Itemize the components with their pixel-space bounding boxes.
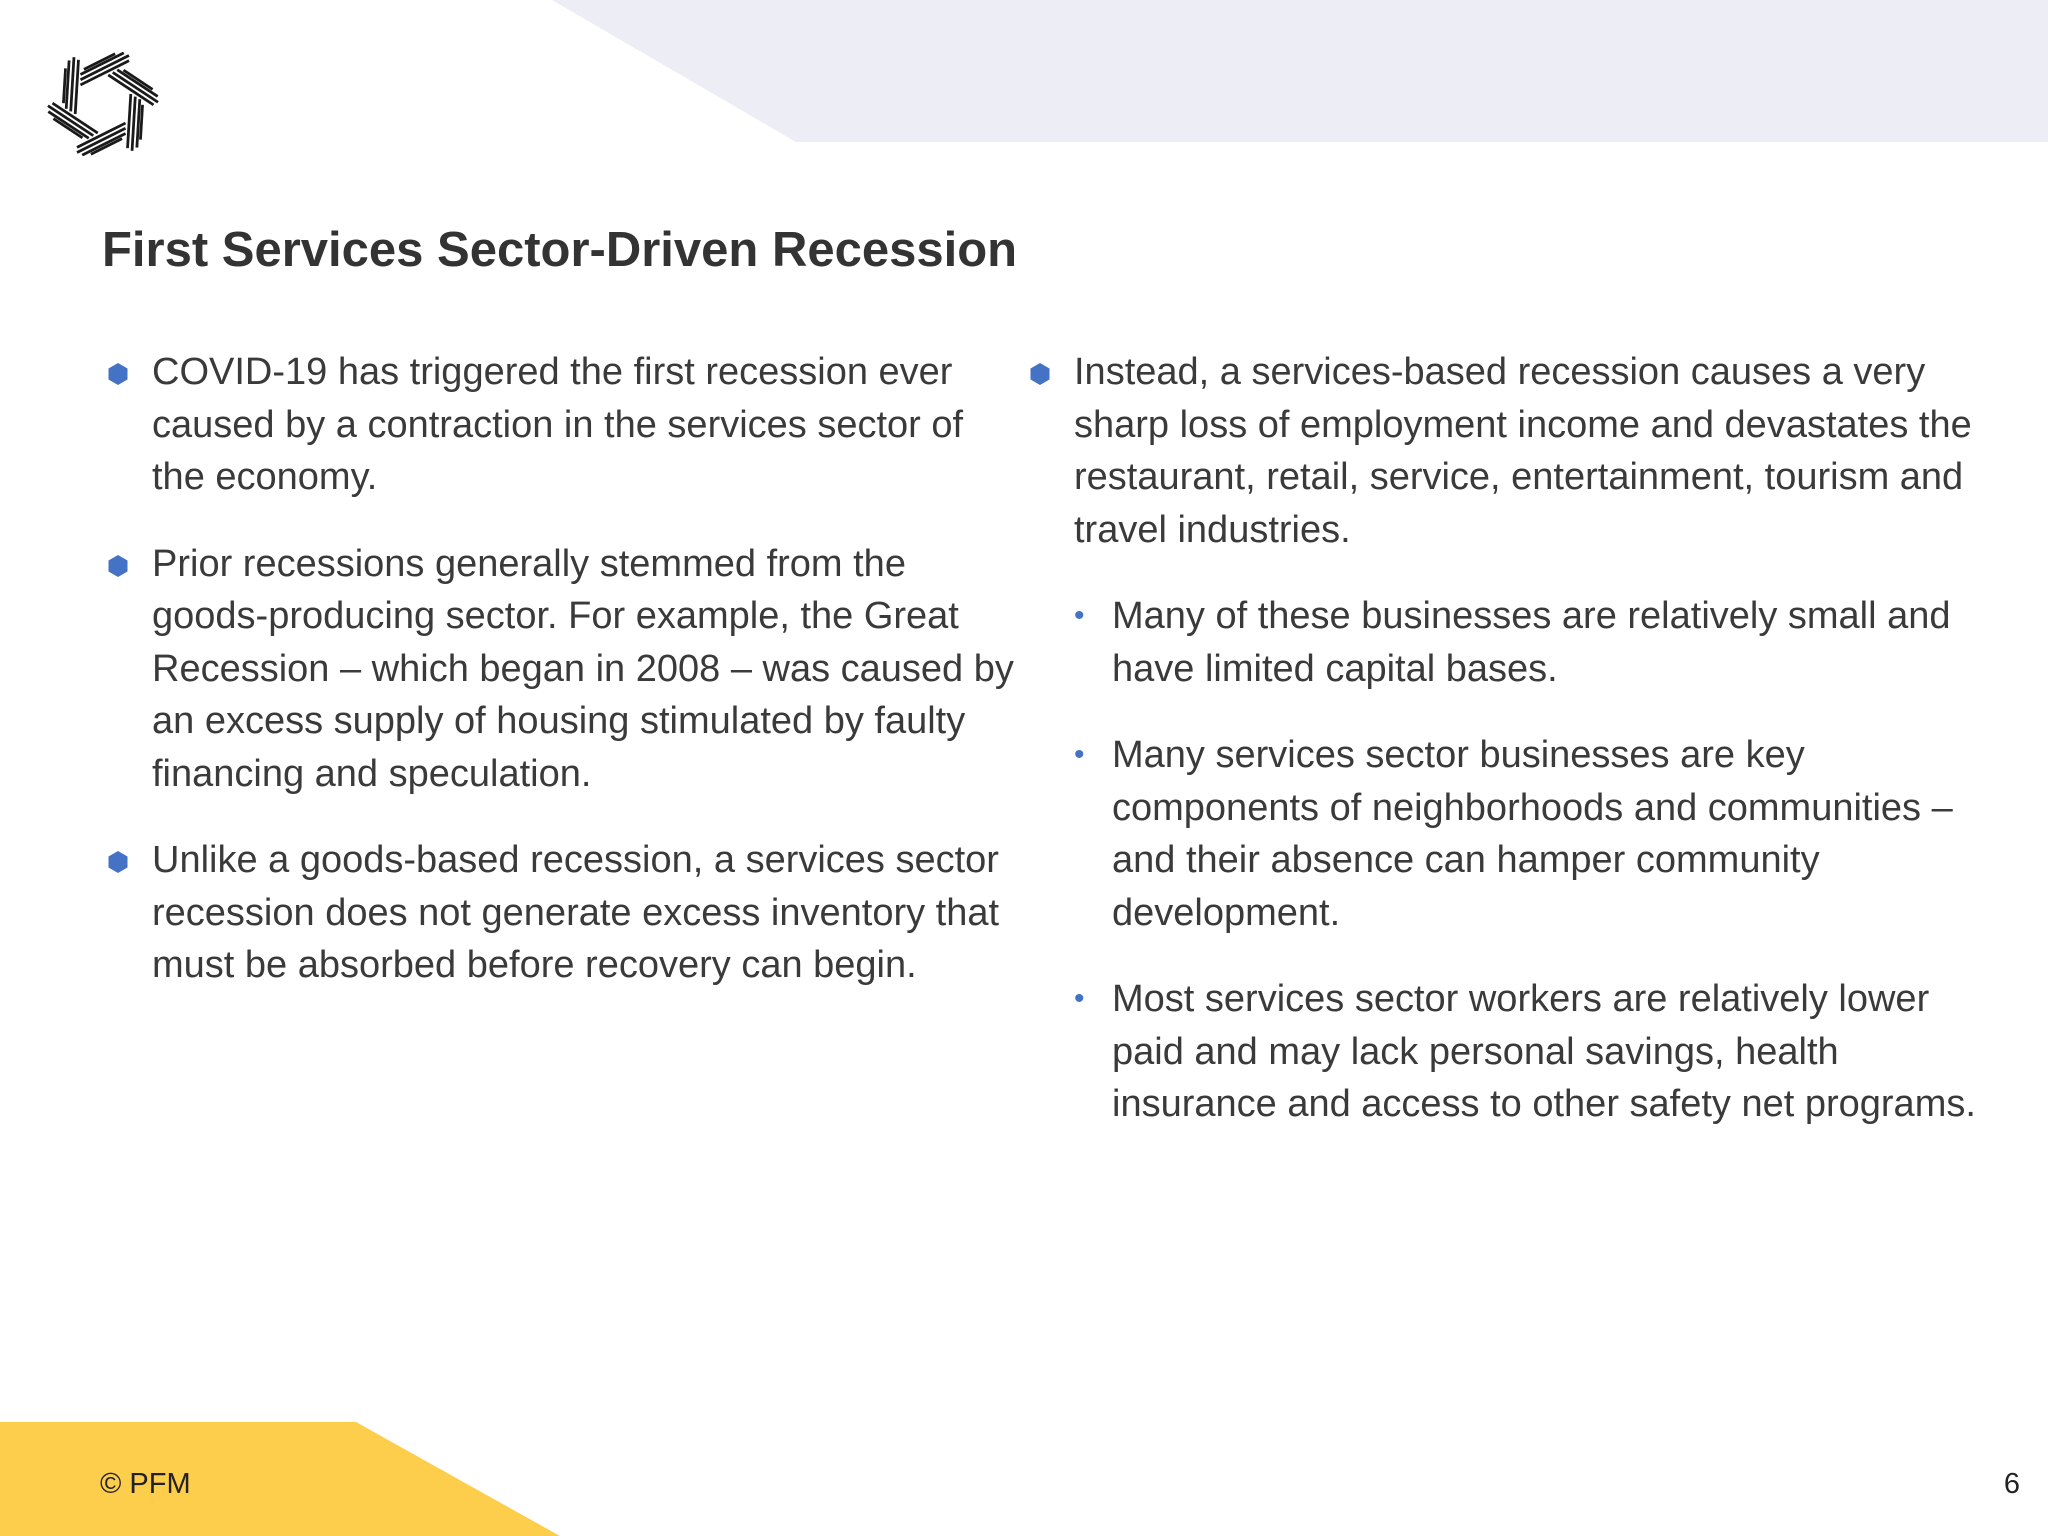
- page-title: First Services Sector-Driven Recession: [102, 223, 1018, 277]
- hexagon-bullet-icon: [106, 362, 130, 386]
- sub-bullet-item: [1024, 973, 1994, 1131]
- bullet-text: Unlike a goods-based recession, a services sector recession does not generate excess inventory that must be absorbed before recovery can begin.: [152, 839, 1000, 986]
- right-column: [1024, 346, 1994, 1165]
- page-number: 6: [2003, 1468, 2020, 1500]
- bullet-text: Prior recessions generally stemmed from the goods-producing sector. For example, the Great Recession – which began in 2008 – was caused by an excess supply of housing stimulated by faulty financing and speculation.: [152, 542, 1014, 795]
- dot-bullet-icon: •: [1074, 599, 1085, 632]
- footer-band: [0, 1422, 560, 1536]
- sub-bullet-item: [1024, 590, 1994, 695]
- sub-bullet-item: [1024, 729, 1994, 939]
- left-column: [102, 346, 1022, 1026]
- bullet-item: [1024, 346, 1994, 556]
- bullet-text: Instead, a services-based recession causes a very sharp loss of employment income and devastates the restaurant, retail, service, entertainment, tourism and travel industries.: [1074, 351, 1972, 551]
- bullet-text: COVID-19 has triggered the first recession ever caused by a contraction in the services sector of the economy.: [152, 351, 964, 498]
- header-band: [0, 0, 2048, 142]
- sub-bullet-text: Many of these businesses are relatively small and have limited capital bases.: [1112, 595, 1951, 690]
- bullet-item: [102, 346, 1022, 504]
- bullet-item: [102, 834, 1022, 992]
- copyright-footer: © PFM: [100, 1468, 191, 1500]
- dot-bullet-icon: •: [1074, 738, 1085, 771]
- hexagon-bullet-icon: [106, 554, 130, 578]
- dot-bullet-icon: •: [1074, 982, 1085, 1015]
- sub-bullet-text: Most services sector workers are relatively lower paid and may lack personal savings, health insurance and access to other safety net programs.: [1112, 978, 1976, 1125]
- sub-bullet-text: Many services sector businesses are key components of neighborhoods and communities – and their absence can hamper community development.: [1112, 734, 1953, 934]
- bullet-item: [102, 538, 1022, 801]
- hexagon-bullet-icon: [106, 850, 130, 874]
- pfm-logo-icon: [44, 52, 162, 156]
- hexagon-bullet-icon: [1028, 362, 1052, 386]
